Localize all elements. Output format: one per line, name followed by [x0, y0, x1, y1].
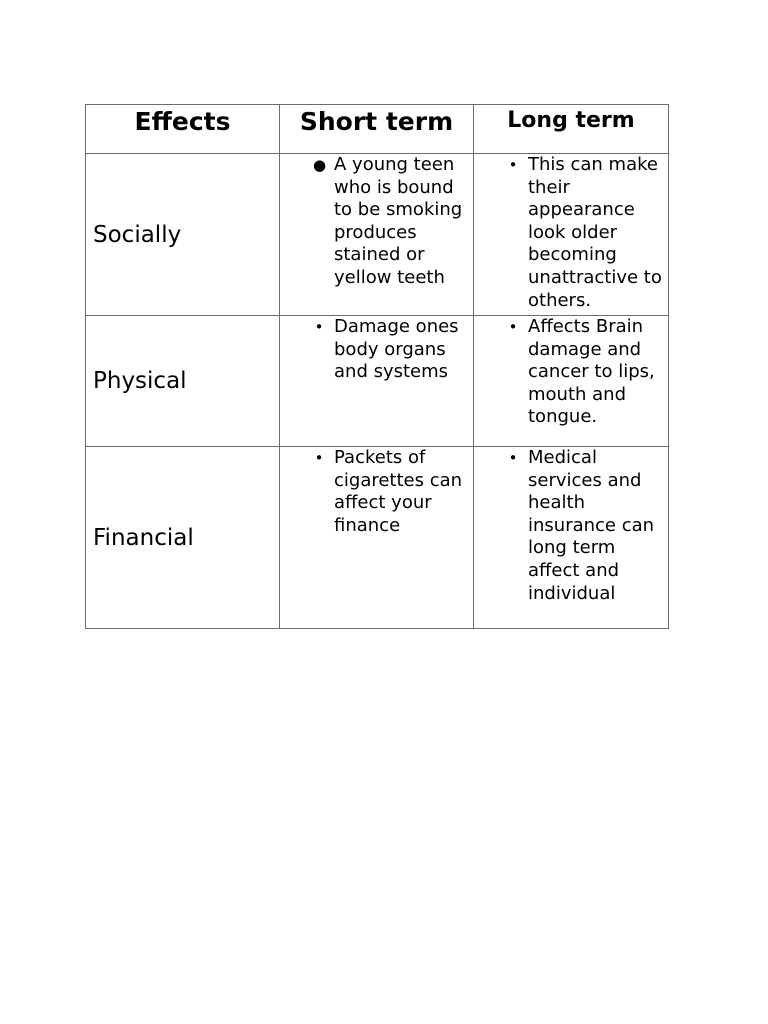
row-label-physical: Physical [86, 316, 280, 447]
header-long-term: Long term [474, 105, 669, 154]
cell-long-term-physical [474, 316, 669, 447]
list-item [474, 447, 668, 605]
row-label-socially: Socially [86, 154, 280, 316]
bullet-text: Damage ones body organs and systems [334, 316, 459, 383]
bullet-list [280, 447, 473, 537]
cell-long-term-financial [474, 447, 669, 629]
bullet-text: Affects Brain damage and cancer to lips, mouth and tongue. [528, 316, 655, 428]
bullet-dot-icon: • [314, 318, 324, 336]
bullet-dot-icon: • [508, 449, 518, 467]
bullet-text: This can make their appearance look older becoming unattractive to others. [528, 154, 662, 311]
table-row [86, 447, 669, 629]
list-item [280, 316, 473, 384]
table-row [86, 316, 669, 447]
list-item [474, 154, 668, 312]
list-item [280, 447, 473, 537]
cell-short-term-socially [280, 154, 474, 316]
table-header-row [86, 105, 669, 154]
bullet-dot-icon: • [314, 449, 324, 467]
effects-table [85, 104, 669, 629]
header-effects: Effects [86, 105, 280, 154]
bullet-text: Medical services and health insurance can long term affect and individual [528, 447, 655, 604]
bullet-list [474, 316, 668, 429]
cell-long-term-socially [474, 154, 669, 316]
bullet-list [280, 154, 473, 290]
bullet-dot-icon: ● [313, 156, 327, 174]
bullet-list [280, 316, 473, 384]
row-label-financial: Financial [86, 447, 280, 629]
bullet-dot-icon: • [508, 318, 518, 336]
header-short-term: Short term [280, 105, 474, 154]
cell-short-term-physical [280, 316, 474, 447]
bullet-dot-icon: • [508, 156, 518, 174]
list-item [474, 316, 668, 429]
bullet-list [474, 447, 668, 605]
bullet-list [474, 154, 668, 312]
list-item [280, 154, 473, 290]
bullet-text: A young teen who is bound to be smoking produces stained or yellow teeth [334, 154, 463, 288]
table-row [86, 154, 669, 316]
cell-short-term-financial [280, 447, 474, 629]
bullet-text: Packets of cigarettes can affect your finance [334, 447, 463, 536]
